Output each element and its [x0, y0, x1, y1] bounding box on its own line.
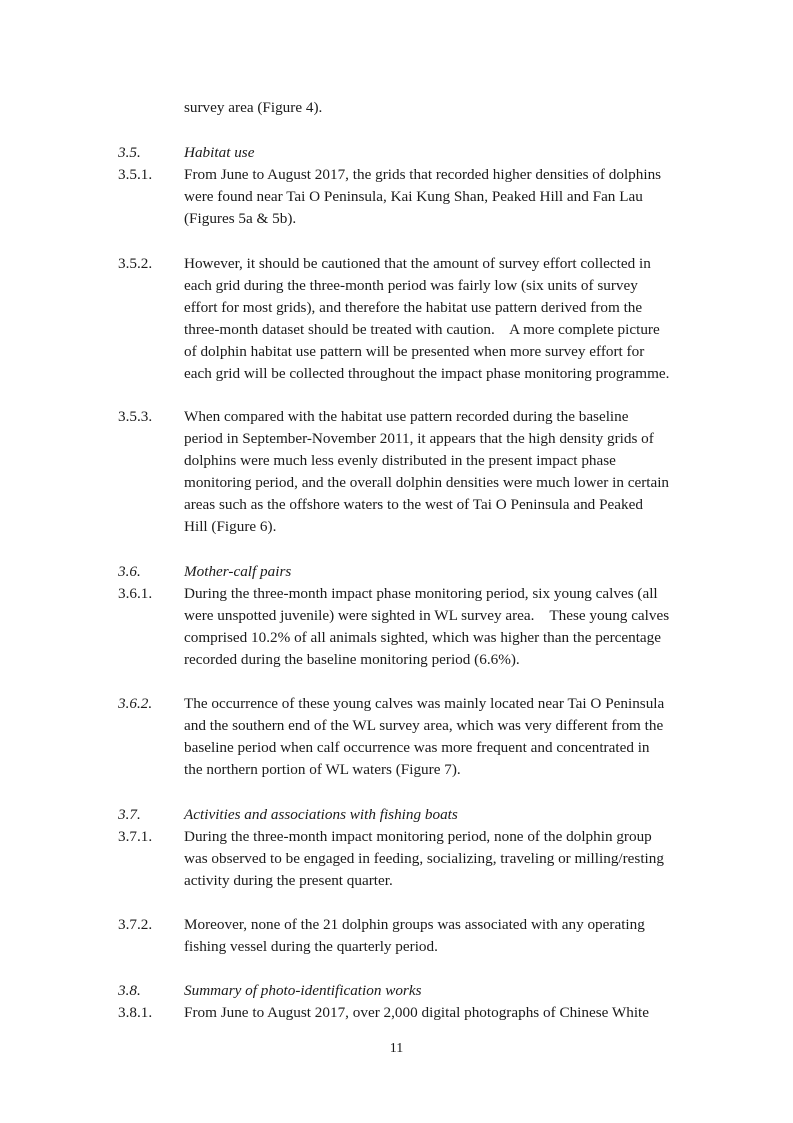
- paragraph-line: dolphins were much less evenly distributed in the present impact phase: [184, 452, 616, 469]
- paragraph-line: areas such as the offshore waters to the west of Tai O Peninsula and Peaked: [184, 496, 643, 513]
- paragraph-line: Hill (Figure 6).: [184, 518, 277, 535]
- paragraph-number: 3.5.2.: [118, 255, 153, 272]
- section-number: 3.8.: [118, 982, 141, 999]
- paragraph-line: activity during the present quarter.: [184, 872, 393, 889]
- paragraph-line: was observed to be engaged in feeding, socializing, traveling or milling/resting: [184, 850, 664, 867]
- paragraph-line: monitoring period, and the overall dolphin densities were much lower in certain: [184, 474, 670, 491]
- paragraph-line: During the three-month impact monitoring period, none of the dolphin group: [184, 828, 652, 845]
- paragraph-number: 3.7.2.: [118, 916, 153, 933]
- paragraph-line: comprised 10.2% of all animals sighted, which was higher than the percentage: [184, 629, 661, 646]
- paragraph-line: period in September-November 2011, it appears that the high density grids of: [184, 430, 654, 447]
- paragraph-line: (Figures 5a & 5b).: [184, 210, 297, 227]
- section-number: 3.6.: [118, 563, 141, 580]
- section-heading: Mother-calf pairs: [184, 563, 292, 580]
- paragraph-number: 3.5.3.: [118, 408, 153, 425]
- paragraph-line: of dolphin habitat use pattern will be presented when more survey effort for: [184, 343, 645, 360]
- section-number: 3.7.: [118, 806, 141, 823]
- paragraph-line: baseline period when calf occurrence was more frequent and concentrated in: [184, 739, 650, 756]
- page-number: 11: [389, 1041, 404, 1056]
- paragraph-number: 3.8.1.: [118, 1004, 153, 1021]
- section-heading: Habitat use: [184, 144, 255, 161]
- section-heading: Activities and associations with fishing boats: [184, 806, 458, 823]
- paragraph-number: 3.6.2.: [118, 695, 153, 712]
- paragraph-line: However, it should be cautioned that the amount of survey effort collected in: [184, 255, 651, 272]
- paragraph-line: were unspotted juvenile) were sighted in WL survey area. These young calves: [184, 607, 670, 624]
- paragraph-line: were found near Tai O Peninsula, Kai Kung Shan, Peaked Hill and Fan Lau: [184, 188, 643, 205]
- paragraph-line: the northern portion of WL waters (Figure 7).: [184, 761, 461, 778]
- paragraph-line: From June to August 2017, over 2,000 digital photographs of Chinese White: [184, 1004, 650, 1021]
- paragraph-line: The occurrence of these young calves was mainly located near Tai O Peninsula: [184, 695, 665, 712]
- section-number: 3.5.: [118, 144, 141, 161]
- paragraph-line: fishing vessel during the quarterly period.: [184, 938, 438, 955]
- paragraph-line: recorded during the baseline monitoring period (6.6%).: [184, 651, 520, 668]
- lead-in-text: survey area (Figure 4).: [184, 99, 323, 116]
- section-heading: Summary of photo-identification works: [184, 982, 422, 999]
- paragraph-number: 3.5.1.: [118, 166, 153, 183]
- paragraph-number: 3.7.1.: [118, 828, 153, 845]
- paragraph-line: From June to August 2017, the grids that recorded higher densities of dolphins: [184, 166, 662, 183]
- paragraph-number: 3.6.1.: [118, 585, 153, 602]
- paragraph-line: each grid will be collected throughout the impact phase monitoring programme.: [184, 365, 670, 382]
- paragraph-line: Moreover, none of the 21 dolphin groups was associated with any operating: [184, 916, 645, 933]
- paragraph-line: When compared with the habitat use pattern recorded during the baseline: [184, 408, 629, 425]
- paragraph-line: effort for most grids), and therefore the habitat use pattern derived from the: [184, 299, 643, 316]
- paragraph-line: During the three-month impact phase monitoring period, six young calves (all: [184, 585, 658, 602]
- paragraph-line: three-month dataset should be treated with caution. A more complete picture: [184, 321, 660, 338]
- paragraph-line: each grid during the three-month period was fairly low (six units of survey: [184, 277, 638, 294]
- paragraph-line: and the southern end of the WL survey area, which was very different from the: [184, 717, 664, 734]
